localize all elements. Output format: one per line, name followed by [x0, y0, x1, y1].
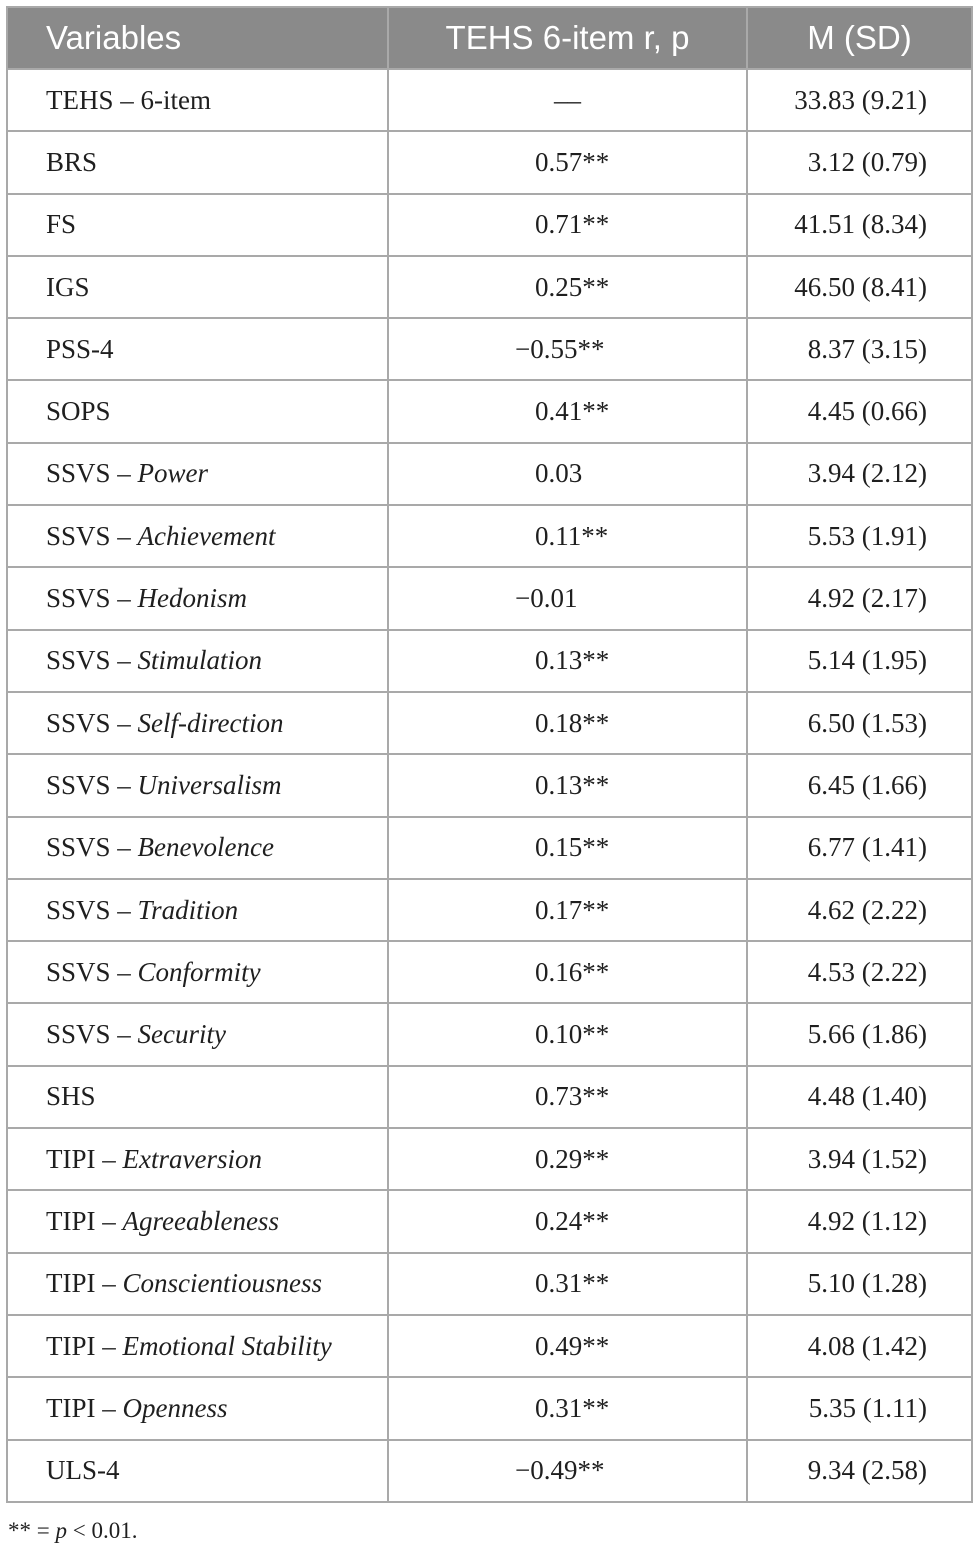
mean-sd-cell: 5.35 (1.11)	[747, 1377, 972, 1439]
table-row	[7, 1440, 972, 1502]
variable-cell	[7, 256, 388, 318]
variable-cell	[7, 692, 388, 754]
variable-name: SSVS –	[46, 894, 138, 925]
variable-subscale: Agreeableness	[122, 1205, 279, 1236]
correlation-cell: 0.41**	[388, 380, 747, 442]
header-variables: Variables	[7, 7, 388, 69]
correlation-table	[6, 6, 973, 1503]
variable-subscale: Tradition	[137, 894, 239, 925]
variable-cell	[7, 131, 388, 193]
table-row	[7, 941, 972, 1003]
correlation-cell: 0.13**	[388, 754, 747, 816]
variable-cell	[7, 194, 388, 256]
table-row	[7, 1003, 972, 1065]
mean-sd-cell: 41.51 (8.34)	[747, 194, 972, 256]
variable-cell	[7, 443, 388, 505]
variable-subscale: Benevolence	[137, 832, 274, 863]
table-row	[7, 256, 972, 318]
mean-sd-cell: 5.10 (1.28)	[747, 1253, 972, 1315]
variable-cell	[7, 567, 388, 629]
correlation-cell: 0.25**	[388, 256, 747, 318]
variable-subscale: Universalism	[137, 769, 282, 800]
variable-name: SSVS –	[46, 645, 138, 676]
mean-sd-cell: 6.45 (1.66)	[747, 754, 972, 816]
table-row	[7, 817, 972, 879]
variable-cell	[7, 1003, 388, 1065]
mean-sd-cell: 9.34 (2.58)	[747, 1440, 972, 1502]
variable-name: SSVS –	[46, 956, 138, 987]
variable-cell	[7, 941, 388, 1003]
mean-sd-cell: 5.14 (1.95)	[747, 630, 972, 692]
variable-name: SSVS –	[46, 520, 138, 551]
variable-cell	[7, 630, 388, 692]
mean-sd-cell: 4.62 (2.22)	[747, 879, 972, 941]
mean-sd-cell: 4.45 (0.66)	[747, 380, 972, 442]
variable-name: TIPI –	[46, 1143, 123, 1174]
variable-name: SSVS –	[46, 458, 138, 489]
correlation-cell: 0.16**	[388, 941, 747, 1003]
table-row	[7, 1253, 972, 1315]
mean-sd-cell: 4.92 (2.17)	[747, 567, 972, 629]
table-row	[7, 1377, 972, 1439]
correlation-cell: −0.01	[388, 567, 747, 629]
variable-name: SSVS –	[46, 1019, 138, 1050]
mean-sd-cell: 3.94 (2.12)	[747, 443, 972, 505]
variable-cell	[7, 754, 388, 816]
mean-sd-cell: 4.53 (2.22)	[747, 941, 972, 1003]
variable-name: BRS	[46, 146, 98, 177]
mean-sd-cell: 33.83 (9.21)	[747, 69, 972, 131]
correlation-cell: 0.71**	[388, 194, 747, 256]
correlation-cell: −0.49**	[388, 1440, 747, 1502]
table-row	[7, 1315, 972, 1377]
correlation-cell: −0.55**	[388, 318, 747, 380]
mean-sd-cell: 6.50 (1.53)	[747, 692, 972, 754]
table-row	[7, 630, 972, 692]
variable-cell	[7, 1190, 388, 1252]
variable-cell	[7, 817, 388, 879]
mean-sd-cell: 4.92 (1.12)	[747, 1190, 972, 1252]
variable-name: TIPI –	[46, 1392, 123, 1423]
correlation-cell: 0.11**	[388, 505, 747, 567]
mean-sd-cell: 5.53 (1.91)	[747, 505, 972, 567]
table-row	[7, 567, 972, 629]
mean-sd-cell: 3.12 (0.79)	[747, 131, 972, 193]
variable-name: TIPI –	[46, 1205, 123, 1236]
table-body	[7, 69, 972, 1502]
correlation-cell: 0.18**	[388, 692, 747, 754]
header-row	[7, 7, 972, 69]
table-row	[7, 318, 972, 380]
correlation-cell: ––	[388, 69, 747, 131]
correlation-cell: 0.31**	[388, 1253, 747, 1315]
variable-name: ULS-4	[46, 1455, 120, 1486]
mean-sd-cell: 3.94 (1.52)	[747, 1128, 972, 1190]
correlation-cell: 0.73**	[388, 1066, 747, 1128]
mean-sd-cell: 5.66 (1.86)	[747, 1003, 972, 1065]
mean-sd-cell: 4.08 (1.42)	[747, 1315, 972, 1377]
variable-cell	[7, 69, 388, 131]
variable-subscale: Power	[137, 458, 209, 489]
variable-cell	[7, 380, 388, 442]
variable-name: SOPS	[46, 396, 111, 427]
table-row	[7, 754, 972, 816]
variable-name: FS	[46, 209, 77, 240]
table-footnote: ** = p < 0.01.	[8, 1518, 138, 1543]
variable-cell	[7, 1315, 388, 1377]
table-row	[7, 69, 972, 131]
table-row	[7, 879, 972, 941]
correlation-cell: 0.29**	[388, 1128, 747, 1190]
variable-cell	[7, 1253, 388, 1315]
variable-name: IGS	[46, 271, 90, 302]
variable-name: SSVS –	[46, 769, 138, 800]
correlation-cell: 0.13**	[388, 630, 747, 692]
variable-subscale: Stimulation	[137, 645, 263, 676]
variable-name: TEHS – 6-item	[46, 84, 211, 115]
mean-sd-cell: 46.50 (8.41)	[747, 256, 972, 318]
correlation-cell: 0.31**	[388, 1377, 747, 1439]
correlation-cell: 0.10**	[388, 1003, 747, 1065]
mean-sd-cell: 8.37 (3.15)	[747, 318, 972, 380]
variable-name: SSVS –	[46, 583, 138, 614]
table-row	[7, 380, 972, 442]
variable-subscale: Openness	[122, 1392, 228, 1423]
table-row	[7, 194, 972, 256]
correlation-cell: 0.17**	[388, 879, 747, 941]
variable-subscale: Self-direction	[137, 707, 284, 738]
table-row	[7, 505, 972, 567]
variable-cell	[7, 1066, 388, 1128]
variable-name: PSS-4	[46, 333, 114, 364]
correlation-cell: 0.03	[388, 443, 747, 505]
variable-cell	[7, 1128, 388, 1190]
correlation-cell: 0.24**	[388, 1190, 747, 1252]
variable-subscale: Conscientiousness	[122, 1268, 322, 1299]
variable-subscale: Extraversion	[122, 1143, 262, 1174]
variable-subscale: Security	[137, 1019, 227, 1050]
variable-subscale: Hedonism	[137, 583, 248, 614]
variable-cell	[7, 1377, 388, 1439]
mean-sd-cell: 6.77 (1.41)	[747, 817, 972, 879]
correlation-cell: 0.57**	[388, 131, 747, 193]
variable-name: SHS	[46, 1081, 96, 1112]
table-row	[7, 1190, 972, 1252]
correlation-cell: 0.49**	[388, 1315, 747, 1377]
variable-cell	[7, 505, 388, 567]
variable-subscale: Conformity	[137, 956, 261, 987]
header-mean-sd: M (SD)	[747, 7, 972, 69]
table-row	[7, 131, 972, 193]
correlation-cell: 0.15**	[388, 817, 747, 879]
variable-cell	[7, 879, 388, 941]
variable-name: TIPI –	[46, 1330, 123, 1361]
variable-subscale: Achievement	[137, 520, 276, 551]
table-row	[7, 1066, 972, 1128]
variable-name: TIPI –	[46, 1268, 123, 1299]
table-row	[7, 443, 972, 505]
variable-cell	[7, 1440, 388, 1502]
mean-sd-cell: 4.48 (1.40)	[747, 1066, 972, 1128]
table-row	[7, 692, 972, 754]
variable-cell	[7, 318, 388, 380]
header-tehs-r: TEHS 6-item r, p	[388, 7, 747, 69]
table-row	[7, 1128, 972, 1190]
variable-name: SSVS –	[46, 832, 138, 863]
variable-name: SSVS –	[46, 707, 138, 738]
variable-subscale: Emotional Stability	[122, 1330, 332, 1361]
